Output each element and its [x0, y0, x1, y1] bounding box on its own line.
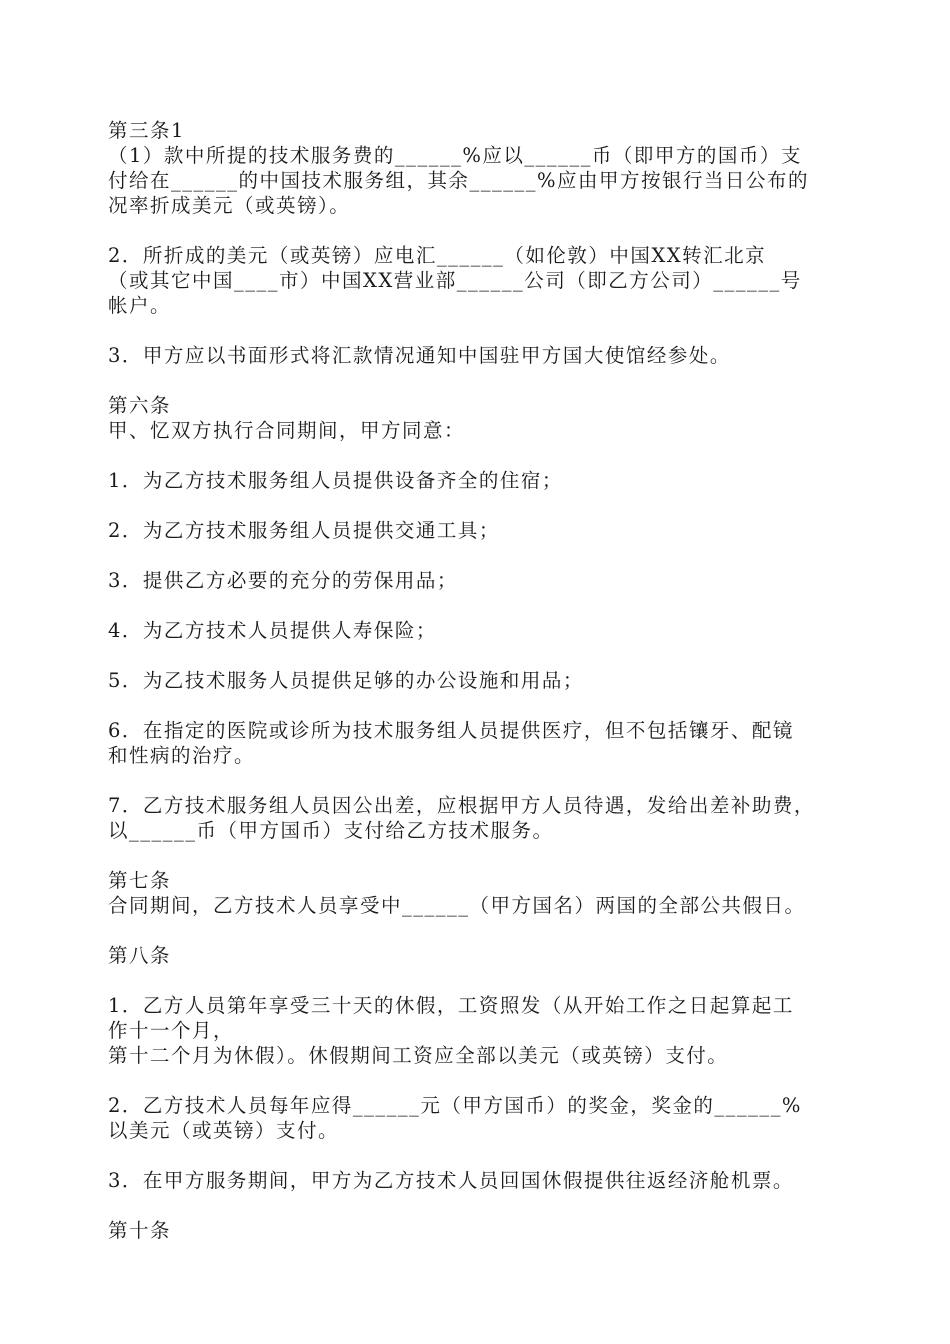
paragraph — [108, 1093, 848, 1143]
document-body — [108, 118, 848, 1243]
paragraph-gap — [108, 693, 848, 718]
text-line: 2．所折成的美元（或英镑）应电汇______（如伦敦）中国XX转汇北京 — [108, 244, 767, 267]
text-line: 3．甲方应以书面形式将汇款情况通知中国驻甲方国大使馆经参处。 — [108, 344, 731, 367]
paragraph-gap — [108, 1193, 848, 1218]
paragraph — [108, 118, 848, 218]
text-line: 2．乙方技术人员每年应得______元（甲方国币）的奖金，奖金的______% — [108, 1094, 802, 1117]
text-line: 第十二个月为休假）。休假期间工资应全部以美元（或英镑）支付。 — [108, 1044, 729, 1067]
paragraph — [108, 868, 848, 918]
paragraph-gap — [108, 593, 848, 618]
paragraph — [108, 993, 848, 1068]
paragraph-gap — [108, 218, 848, 243]
paragraph — [108, 668, 848, 693]
text-line: 以美元（或英镑）支付。 — [108, 1119, 340, 1142]
text-line: 第三条1 — [108, 119, 185, 142]
text-line: 第六条 — [108, 394, 172, 417]
paragraph-gap — [108, 1068, 848, 1093]
text-line: 第十条 — [108, 1219, 172, 1242]
text-line: 和性病的治疗。 — [108, 744, 256, 767]
text-line: 第八条 — [108, 944, 172, 967]
text-line: 2．为乙方技术服务组人员提供交通工具； — [108, 519, 500, 542]
text-line: 合同期间，乙方技术人员享受中______（甲方国名）两国的全部公共假日。 — [108, 894, 806, 917]
text-line: 况率折成美元（或英镑）。 — [108, 194, 351, 217]
paragraph-gap — [108, 968, 848, 993]
paragraph — [108, 393, 848, 443]
paragraph-gap — [108, 318, 848, 343]
text-line: 6．在指定的医院或诊所为技术服务组人员提供医疗，但不包括镶牙、配镜 — [108, 719, 794, 742]
paragraph-gap — [108, 493, 848, 518]
text-line: 4．为乙方技术人员提供人寿保险； — [108, 619, 437, 642]
paragraph — [108, 1218, 848, 1243]
text-line: 甲、忆双方执行合同期间，甲方同意： — [108, 419, 466, 442]
text-line: 5．为乙技术服务人员提供足够的办公设施和用品； — [108, 669, 584, 692]
text-line: 付给在______的中国技术服务组，其余______%应由甲方按银行当日公布的 — [108, 169, 810, 192]
paragraph-gap — [108, 368, 848, 393]
paragraph — [108, 1168, 848, 1193]
paragraph — [108, 943, 848, 968]
paragraph — [108, 518, 848, 543]
text-line: （1）款中所提的技术服务费的______%应以______币（即甲方的国币）支 — [108, 144, 802, 167]
paragraph-gap — [108, 643, 848, 668]
paragraph — [108, 243, 848, 318]
text-line: 7．乙方技术服务组人员因公出差，应根据甲方人员待遇，发给出差补助费， — [108, 794, 815, 817]
text-line: 帐户。 — [108, 294, 172, 317]
paragraph-gap — [108, 843, 848, 868]
text-line: 3．在甲方服务期间，甲方为乙方技术人员回国休假提供往返经济舱机票。 — [108, 1169, 794, 1192]
text-line: 第七条 — [108, 869, 172, 892]
paragraph — [108, 718, 848, 768]
paragraph-gap — [108, 918, 848, 943]
text-line: 1．为乙方技术服务组人员提供设备齐全的住宿； — [108, 469, 563, 492]
paragraph — [108, 343, 848, 368]
paragraph-gap — [108, 543, 848, 568]
text-line: 3．提供乙方必要的充分的劳保用品； — [108, 569, 458, 592]
text-line: 作十一个月， — [108, 1019, 235, 1042]
paragraph-gap — [108, 768, 848, 793]
text-line: 以______币（甲方国币）支付给乙方技术服务。 — [108, 819, 554, 842]
text-line: 1．乙方人员第年享受三十天的休假，工资照发（从开始工作之日起算起工 — [108, 994, 794, 1017]
paragraph — [108, 793, 848, 843]
text-line: （或其它中国____市）中国XX营业部______公司（即乙方公司）______号 — [108, 269, 802, 292]
paragraph — [108, 618, 848, 643]
paragraph-gap — [108, 1143, 848, 1168]
paragraph — [108, 568, 848, 593]
paragraph-gap — [108, 443, 848, 468]
paragraph — [108, 468, 848, 493]
